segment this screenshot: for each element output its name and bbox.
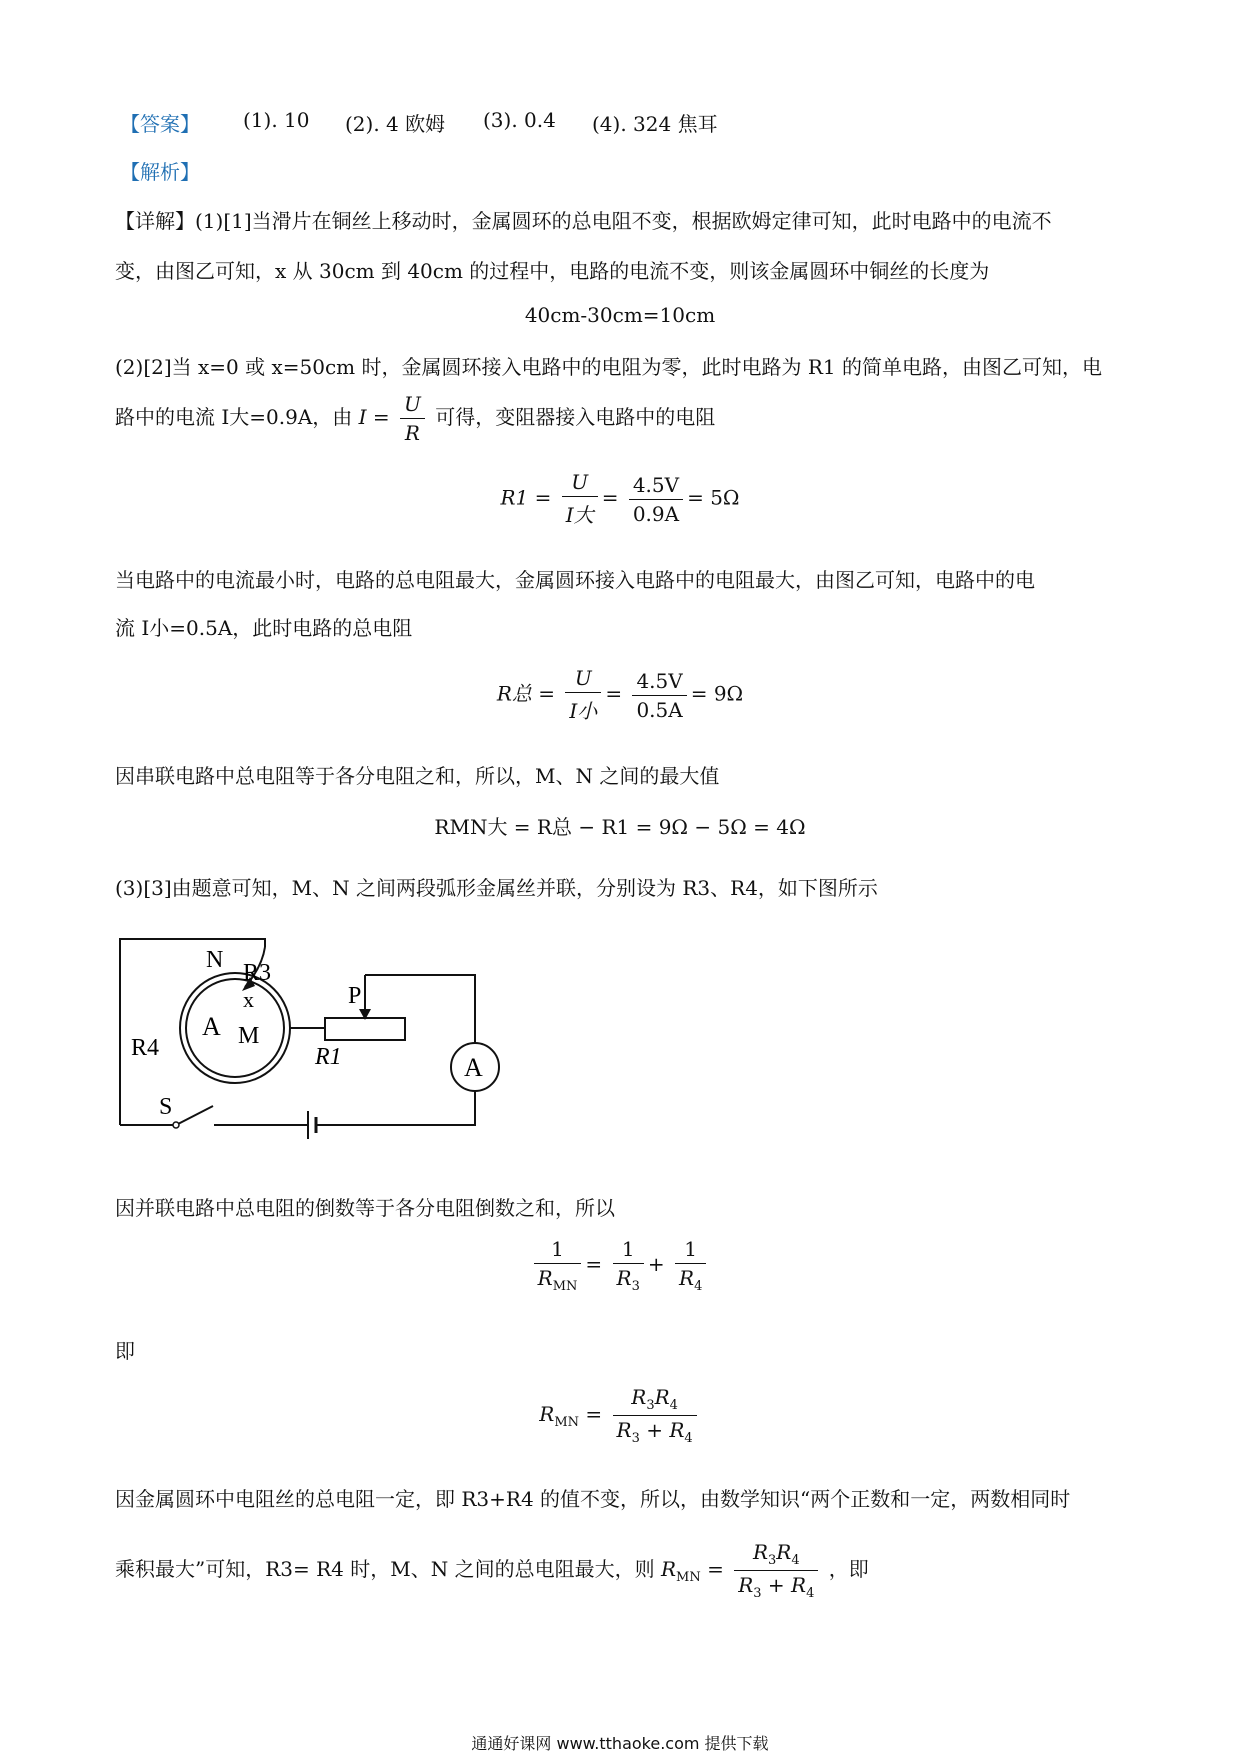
detail-line-4: 路中的电流 I大=0.9A，由 I = $\frac{U}{R}$ 可得，变阻器接入电路中的电阻 [115, 392, 716, 445]
detail-line-9: 因并联电路中总电阻的倒数等于各分电阻倒数之和，所以 [115, 1196, 615, 1220]
detail-line-6: 流 I小=0.5A，此时电路的总电阻 [115, 616, 413, 640]
eq-r1-result: 5Ω [710, 485, 740, 510]
label-p: P [348, 983, 362, 1009]
eq-r1-num1: U [562, 470, 598, 497]
equation-rmn: $R_{MN}$ = $\frac{R_3R_4}{R_3 + R_4}$ [0, 1385, 1240, 1446]
label-r4: R4 [131, 1035, 160, 1061]
eq-rtotal-den1: I小 [569, 699, 598, 723]
detail-line-2: 变，由图乙可知，x 从 30cm 到 40cm 的过程中，电路的电流不变，则该金属圆环中铜丝的长度为 [115, 259, 990, 283]
detail-line-5: 当电路中的电流最小时，电路的总电阻最大，金属圆环接入电路中的电阻最大，由图乙可知，电路中的电 [115, 568, 1035, 592]
eq-rtotal-result: 9Ω [713, 681, 744, 706]
detail-line-12b: ，即 [828, 1557, 869, 1581]
eq-r1-den1: I大 [565, 503, 594, 527]
answer-item-1: (1). 10 [243, 108, 310, 132]
eq-rtotal-den2: 0.5A [636, 697, 683, 722]
answer-item-2: (2). 4 欧姆 [345, 112, 446, 136]
label-m: M [238, 1023, 260, 1049]
eq-rtotal-lhs: R总 [496, 681, 532, 706]
label-r1: R1 [315, 1044, 342, 1070]
detail-line-3: (2)[2]当 x=0 或 x=50cm 时，金属圆环接入电路中的电阻为零，此时电路为 R1 的简单电路，由图乙可知，电 [115, 355, 1103, 379]
detail-line-4b: 可得，变阻器接入电路中的电阻 [435, 405, 716, 429]
detail-line-10: 即 [115, 1339, 135, 1363]
equation-parallel-reciprocal: $\frac{1}{R_{MN}}$ = $\frac{1}{R_3}$ + $\frac{1}{R_4}$ [0, 1237, 1240, 1294]
eq-r1-den2: 0.9A [632, 501, 680, 526]
answer-tag: 【答案】 [120, 112, 200, 136]
equation-r-total: R总 = $\frac{U}{\text{I小}}$ = $\frac{4.5V}{0.5A}$ = 9Ω [496, 666, 744, 723]
answer-item-3: (3). 0.4 [483, 108, 556, 132]
analysis-tag: 【解析】 [120, 160, 200, 184]
page-footer: 通通好课网 www.tthaoke.com 提供下载 [471, 1734, 769, 1753]
eq-rtotal-num1: U [565, 666, 601, 693]
detail-line-7: 因串联电路中总电阻等于各分电阻之和，所以，M、N 之间的最大值 [115, 764, 720, 788]
equation-copper-length: 40cm-30cm=10cm [524, 303, 716, 327]
label-ring-a: A [202, 1012, 221, 1041]
detail-line-12a: 乘积最大”可知，R3= R4 时，M、N 之间的总电阻最大，则 [115, 1557, 655, 1581]
label-r3: R3 [243, 960, 272, 986]
label-x: x [243, 987, 254, 1012]
detail-line-1: 【详解】(1)[1]当滑片在铜丝上移动时，金属圆环的总电阻不变，根据欧姆定律可知，此时电路中的电流不 [115, 209, 1052, 233]
eq-r1-lhs: R1 [500, 485, 529, 510]
circuit-diagram [110, 925, 510, 1150]
detail-line-4a: 路中的电流 I大=0.9A，由 [115, 405, 353, 429]
label-ammeter-a: A [464, 1053, 483, 1082]
eq-r1-num2: 4.5V [629, 473, 683, 500]
eq-rtotal-num2: 4.5V [632, 669, 686, 696]
detail-line-8: (3)[3]由题意可知，M、N 之间两段弧形金属丝并联，分别设为 R3、R4，如下图所示 [115, 876, 878, 900]
label-s: S [159, 1094, 173, 1120]
detail-line-11: 因金属圆环中电阻丝的总电阻一定，即 R3+R4 的值不变，所以，由数学知识“两个正数和一定，两数相同时 [115, 1487, 1071, 1511]
equation-r1: R1 = $\frac{U}{\text{I大}}$ = $\frac{4.5V}{0.9A}$ = 5Ω [500, 470, 740, 527]
label-n: N [206, 947, 224, 973]
answer-item-4: (4). 324 焦耳 [592, 112, 718, 136]
detail-line-12: 乘积最大”可知，R3= R4 时，M、N 之间的总电阻最大，则 $R_{MN}$ = $\frac{R_3R_4}{R_3 + R_4}$ ，即 [115, 1540, 869, 1601]
equation-rmn-max: RMN大 = R总 − R1 = 9Ω − 5Ω = 4Ω [434, 815, 806, 839]
ohm-law-fraction: $\frac{U}{R}$ [400, 392, 425, 445]
